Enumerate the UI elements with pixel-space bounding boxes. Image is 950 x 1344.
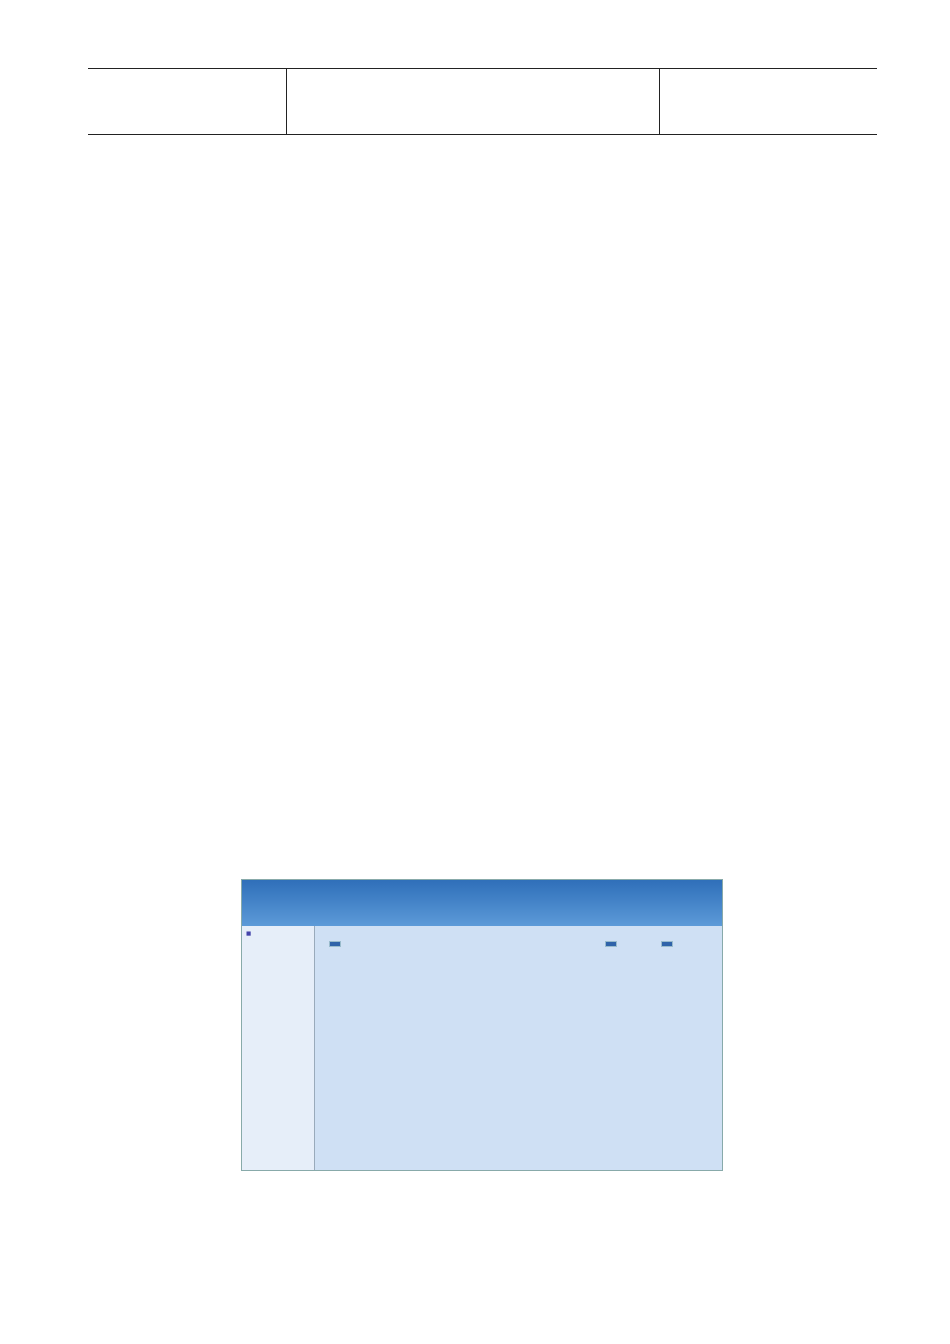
screenshot-main: [315, 926, 722, 1170]
system-screenshot: [241, 879, 723, 1171]
page-header: [88, 68, 877, 135]
sidebar-root: [246, 931, 253, 937]
screenshot-banner: [242, 880, 722, 926]
screenshot-sidebar: [242, 926, 315, 1170]
header-meta: [88, 69, 287, 134]
print-button: [661, 941, 673, 947]
back-menu-button: [329, 941, 341, 947]
print-preview-button: [605, 941, 617, 947]
header-motto-cell: [287, 69, 660, 134]
header-page-cell: [660, 69, 877, 134]
